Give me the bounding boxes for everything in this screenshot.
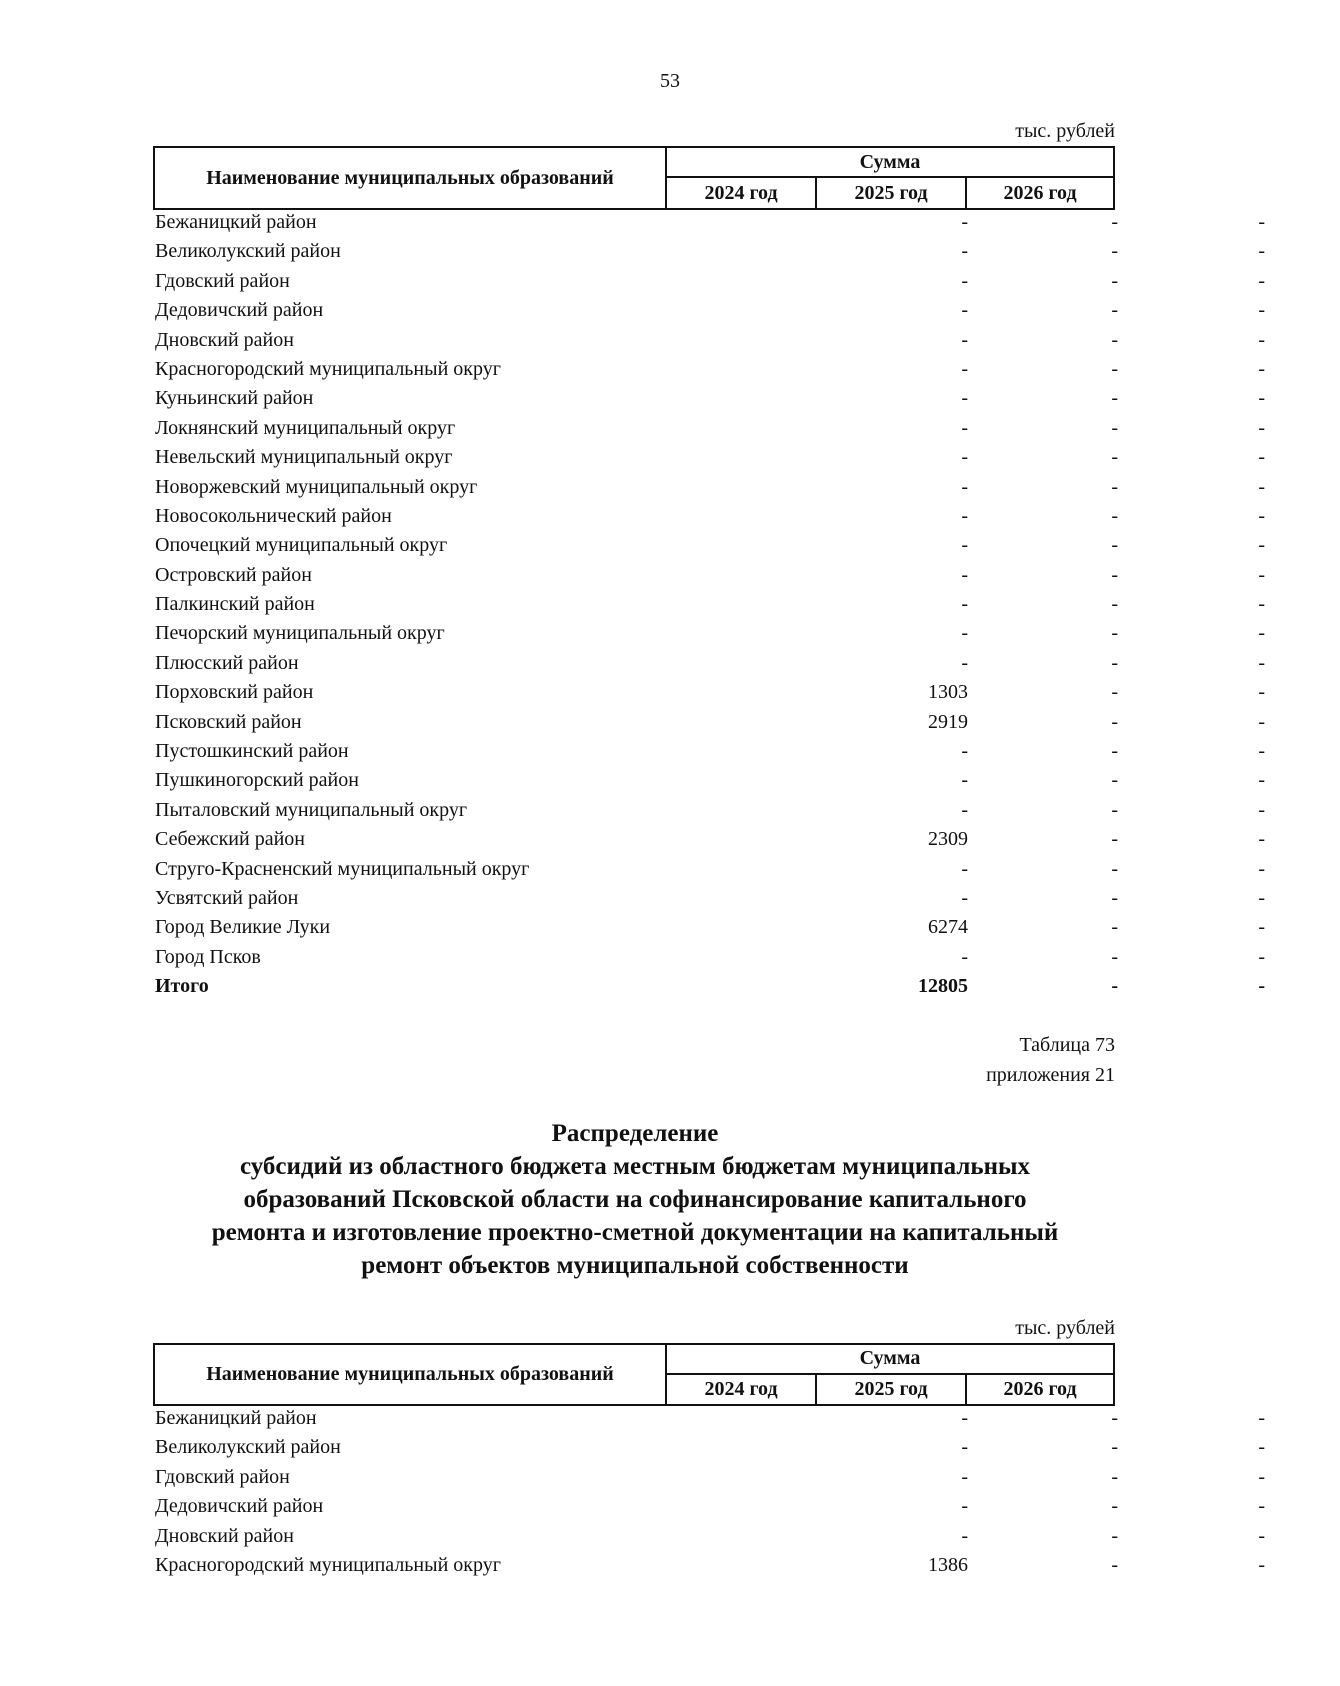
value-2024: - <box>961 651 968 674</box>
value-2025: - <box>1111 504 1118 527</box>
municipality-name: Дновский район <box>155 328 294 351</box>
value-2026: - <box>1258 1553 1265 1576</box>
municipality-name: Дновский район <box>155 1524 294 1547</box>
value-2026: - <box>1258 328 1265 351</box>
table-row <box>153 766 1265 795</box>
municipality-name: Великолукский район <box>155 1436 341 1459</box>
value-2026: - <box>1258 740 1265 763</box>
table-row <box>153 913 1265 942</box>
municipality-name: Порховский район <box>155 681 314 704</box>
value-2026: - <box>1258 886 1265 909</box>
value-2024: - <box>961 211 968 233</box>
value-2026: - <box>1258 446 1265 469</box>
table-row <box>153 737 1265 766</box>
value-2024: - <box>961 328 968 351</box>
value-2026: - <box>1258 387 1265 410</box>
table2-header-year-2024: 2024 год <box>667 1375 817 1405</box>
value-2025: - <box>1111 534 1118 557</box>
municipality-name: Итого <box>155 975 209 998</box>
value-2025: - <box>1111 975 1118 998</box>
table-row <box>153 1551 1265 1580</box>
document-title <box>150 1117 1120 1282</box>
value-2024: - <box>961 945 968 968</box>
table-row <box>153 208 1265 237</box>
value-2026: - <box>1258 975 1265 998</box>
value-2025: - <box>1111 798 1118 821</box>
value-2026: - <box>1258 857 1265 880</box>
value-2025: - <box>1111 475 1118 498</box>
value-2025: - <box>1111 916 1118 939</box>
table2-body <box>153 1404 1265 1580</box>
municipality-name: Новосокольнический район <box>155 504 392 527</box>
value-2026: - <box>1258 916 1265 939</box>
value-2026: - <box>1258 651 1265 674</box>
table-row <box>153 1522 1265 1551</box>
municipality-name: Усвятский район <box>155 886 299 909</box>
municipality-name: Пустошкинский район <box>155 740 349 763</box>
table-row <box>153 1463 1265 1492</box>
value-2025: - <box>1111 269 1118 292</box>
value-2025: - <box>1111 945 1118 968</box>
table-row <box>153 649 1265 678</box>
table1-header-year-2026: 2026 год <box>1003 181 1077 204</box>
value-2026: - <box>1258 769 1265 792</box>
value-2024: - <box>961 740 968 763</box>
title-line-2: субсидий из областного бюджета местным бюджетам муниципальных <box>239 1153 1031 1180</box>
table-row <box>153 943 1265 972</box>
table2-header-sum: Сумма <box>667 1345 1113 1375</box>
value-2025: - <box>1111 299 1118 322</box>
table2-header-year-2025: 2025 год <box>817 1375 967 1405</box>
value-2024: - <box>961 357 968 380</box>
value-2026: - <box>1258 1495 1265 1518</box>
municipality-name: Новоржевский муниципальный округ <box>155 475 478 498</box>
value-2026: - <box>1258 798 1265 821</box>
value-2026: - <box>1258 622 1265 645</box>
municipality-name: Гдовский район <box>155 1465 290 1488</box>
municipality-name: Островский район <box>155 563 312 586</box>
table-row <box>153 1433 1265 1462</box>
value-2025: - <box>1111 387 1118 410</box>
value-2024: - <box>961 1407 968 1429</box>
value-2026: - <box>1258 1436 1265 1459</box>
table-row <box>153 796 1265 825</box>
value-2024: - <box>961 299 968 322</box>
value-2025: - <box>1111 622 1118 645</box>
value-2026: - <box>1258 299 1265 322</box>
value-2025: - <box>1111 357 1118 380</box>
value-2024: - <box>961 1524 968 1547</box>
table-row <box>153 502 1265 531</box>
value-2025: - <box>1111 857 1118 880</box>
value-2024: - <box>961 798 968 821</box>
value-2025: - <box>1111 211 1118 233</box>
value-2025: - <box>1111 1524 1118 1547</box>
value-2024: - <box>961 387 968 410</box>
municipality-name: Пыталовский муниципальный округ <box>155 798 468 821</box>
municipality-name: Печорский муниципальный округ <box>155 622 445 645</box>
table-row <box>153 619 1265 648</box>
value-2024: - <box>961 1495 968 1518</box>
value-2025: - <box>1111 593 1118 616</box>
value-2024: 2309 <box>928 828 968 851</box>
table1-body <box>153 208 1265 1002</box>
table-row <box>153 473 1265 502</box>
municipality-name: Город Великие Луки <box>155 916 331 939</box>
municipality-name: Город Псков <box>155 945 261 968</box>
value-2024: - <box>961 622 968 645</box>
value-2025: - <box>1111 1407 1118 1429</box>
value-2026: - <box>1258 504 1265 527</box>
municipality-name: Дедовичский район <box>155 299 324 322</box>
title-line-4: ремонта и изготовление проектно-сметной документации на капитальный <box>211 1219 1059 1246</box>
value-2024: - <box>961 416 968 439</box>
value-2025: - <box>1111 828 1118 851</box>
value-2025: - <box>1111 328 1118 351</box>
value-2026: - <box>1258 416 1265 439</box>
value-2026: - <box>1258 945 1265 968</box>
municipality-name: Опочецкий муниципальный округ <box>155 534 448 557</box>
value-2025: - <box>1111 740 1118 763</box>
table-row <box>153 267 1265 296</box>
value-2026: - <box>1258 681 1265 704</box>
title-line-5: ремонт объектов муниципальной собственности <box>361 1252 909 1279</box>
table-row <box>153 296 1265 325</box>
value-2024: 1303 <box>928 681 968 704</box>
value-2024: - <box>961 593 968 616</box>
municipality-name: Пушкиногорский район <box>155 769 359 792</box>
value-2024: - <box>961 504 968 527</box>
value-2024: - <box>961 857 968 880</box>
value-2024: - <box>961 269 968 292</box>
table-row <box>153 414 1265 443</box>
value-2026: - <box>1258 269 1265 292</box>
table-row <box>153 561 1265 590</box>
table1-header-sum: Сумма <box>667 148 1113 178</box>
title-line-3: образований Псковской области на софинансирование капитального <box>243 1186 1027 1213</box>
table-row <box>153 678 1265 707</box>
table-row <box>153 1492 1265 1521</box>
table1-header-name: Наименование муниципальных образований <box>155 148 667 208</box>
table-row <box>153 355 1265 384</box>
value-2024: - <box>961 769 968 792</box>
table-row <box>153 531 1265 560</box>
table2-header-name: Наименование муниципальных образований <box>155 1345 667 1404</box>
table-appendix: приложения 21 <box>986 1064 1115 1086</box>
table1-header <box>153 146 1115 210</box>
municipality-name: Красногородский муниципальный округ <box>155 357 501 380</box>
value-2026: - <box>1258 1524 1265 1547</box>
value-2024: 2919 <box>928 710 968 733</box>
value-2026: - <box>1258 710 1265 733</box>
table2-header <box>153 1343 1115 1406</box>
municipality-name: Великолукский район <box>155 240 341 263</box>
value-2025: - <box>1111 1465 1118 1488</box>
value-2026: - <box>1258 357 1265 380</box>
table-row <box>153 855 1265 884</box>
value-2025: - <box>1111 416 1118 439</box>
value-2026: - <box>1258 1407 1265 1429</box>
municipality-name: Гдовский район <box>155 269 290 292</box>
municipality-name: Куньинский район <box>155 387 314 410</box>
value-2026: - <box>1258 563 1265 586</box>
value-2024: 1386 <box>928 1553 968 1576</box>
value-2025: - <box>1111 1553 1118 1576</box>
value-2025: - <box>1111 710 1118 733</box>
table1-header-year-2024: 2024 год <box>667 178 817 208</box>
table-row <box>153 884 1265 913</box>
table-row <box>153 1404 1265 1433</box>
table-row <box>153 708 1265 737</box>
municipality-name: Дедовичский район <box>155 1495 324 1518</box>
table1-units: тыс. рублей <box>1015 120 1115 142</box>
municipality-name: Красногородский муниципальный округ <box>155 1553 501 1576</box>
table-caption <box>986 1030 1115 1090</box>
value-2026: - <box>1258 828 1265 851</box>
value-2026: - <box>1258 211 1265 233</box>
municipality-name: Палкинский район <box>155 593 315 616</box>
value-2024: 6274 <box>928 916 968 939</box>
table-row <box>153 384 1265 413</box>
title-line-1: Распределение <box>551 1120 719 1147</box>
value-2024: - <box>961 446 968 469</box>
table2-units: тыс. рублей <box>1015 1317 1115 1339</box>
table-number: Таблица 73 <box>1019 1034 1115 1056</box>
municipality-name: Бежаницкий район <box>155 211 317 233</box>
municipality-name: Псковский район <box>155 710 302 733</box>
table-row <box>153 590 1265 619</box>
value-2025: - <box>1111 1495 1118 1518</box>
value-2025: - <box>1111 769 1118 792</box>
table-row <box>153 825 1265 854</box>
value-2026: - <box>1258 240 1265 263</box>
table2-header-year-2026: 2026 год <box>1003 1377 1077 1400</box>
value-2024: - <box>961 1465 968 1488</box>
table-row <box>153 326 1265 355</box>
table-row <box>153 443 1265 472</box>
value-2026: - <box>1258 593 1265 616</box>
value-2026: - <box>1258 1465 1265 1488</box>
table1-header-year-2025: 2025 год <box>817 178 967 208</box>
value-2025: - <box>1111 240 1118 263</box>
value-2026: - <box>1258 534 1265 557</box>
value-2024: - <box>961 1436 968 1459</box>
value-2024: - <box>961 534 968 557</box>
value-2025: - <box>1111 886 1118 909</box>
value-2025: - <box>1111 681 1118 704</box>
value-2024: - <box>961 563 968 586</box>
value-2025: - <box>1111 446 1118 469</box>
value-2025: - <box>1111 651 1118 674</box>
municipality-name: Бежаницкий район <box>155 1407 317 1429</box>
value-2024: - <box>961 475 968 498</box>
municipality-name: Себежский район <box>155 828 305 851</box>
value-2025: - <box>1111 563 1118 586</box>
page-number: 53 <box>660 70 680 92</box>
value-2025: - <box>1111 1436 1118 1459</box>
municipality-name: Струго-Красненский муниципальный округ <box>155 857 530 880</box>
municipality-name: Плюсский район <box>155 651 299 674</box>
value-2026: - <box>1258 475 1265 498</box>
table-row <box>153 237 1265 266</box>
value-2024: - <box>961 886 968 909</box>
municipality-name: Локнянский муниципальный округ <box>155 416 456 439</box>
table-total-row <box>153 972 1265 1001</box>
value-2024: 12805 <box>918 975 968 998</box>
value-2024: - <box>961 240 968 263</box>
municipality-name: Невельский муниципальный округ <box>155 446 453 469</box>
